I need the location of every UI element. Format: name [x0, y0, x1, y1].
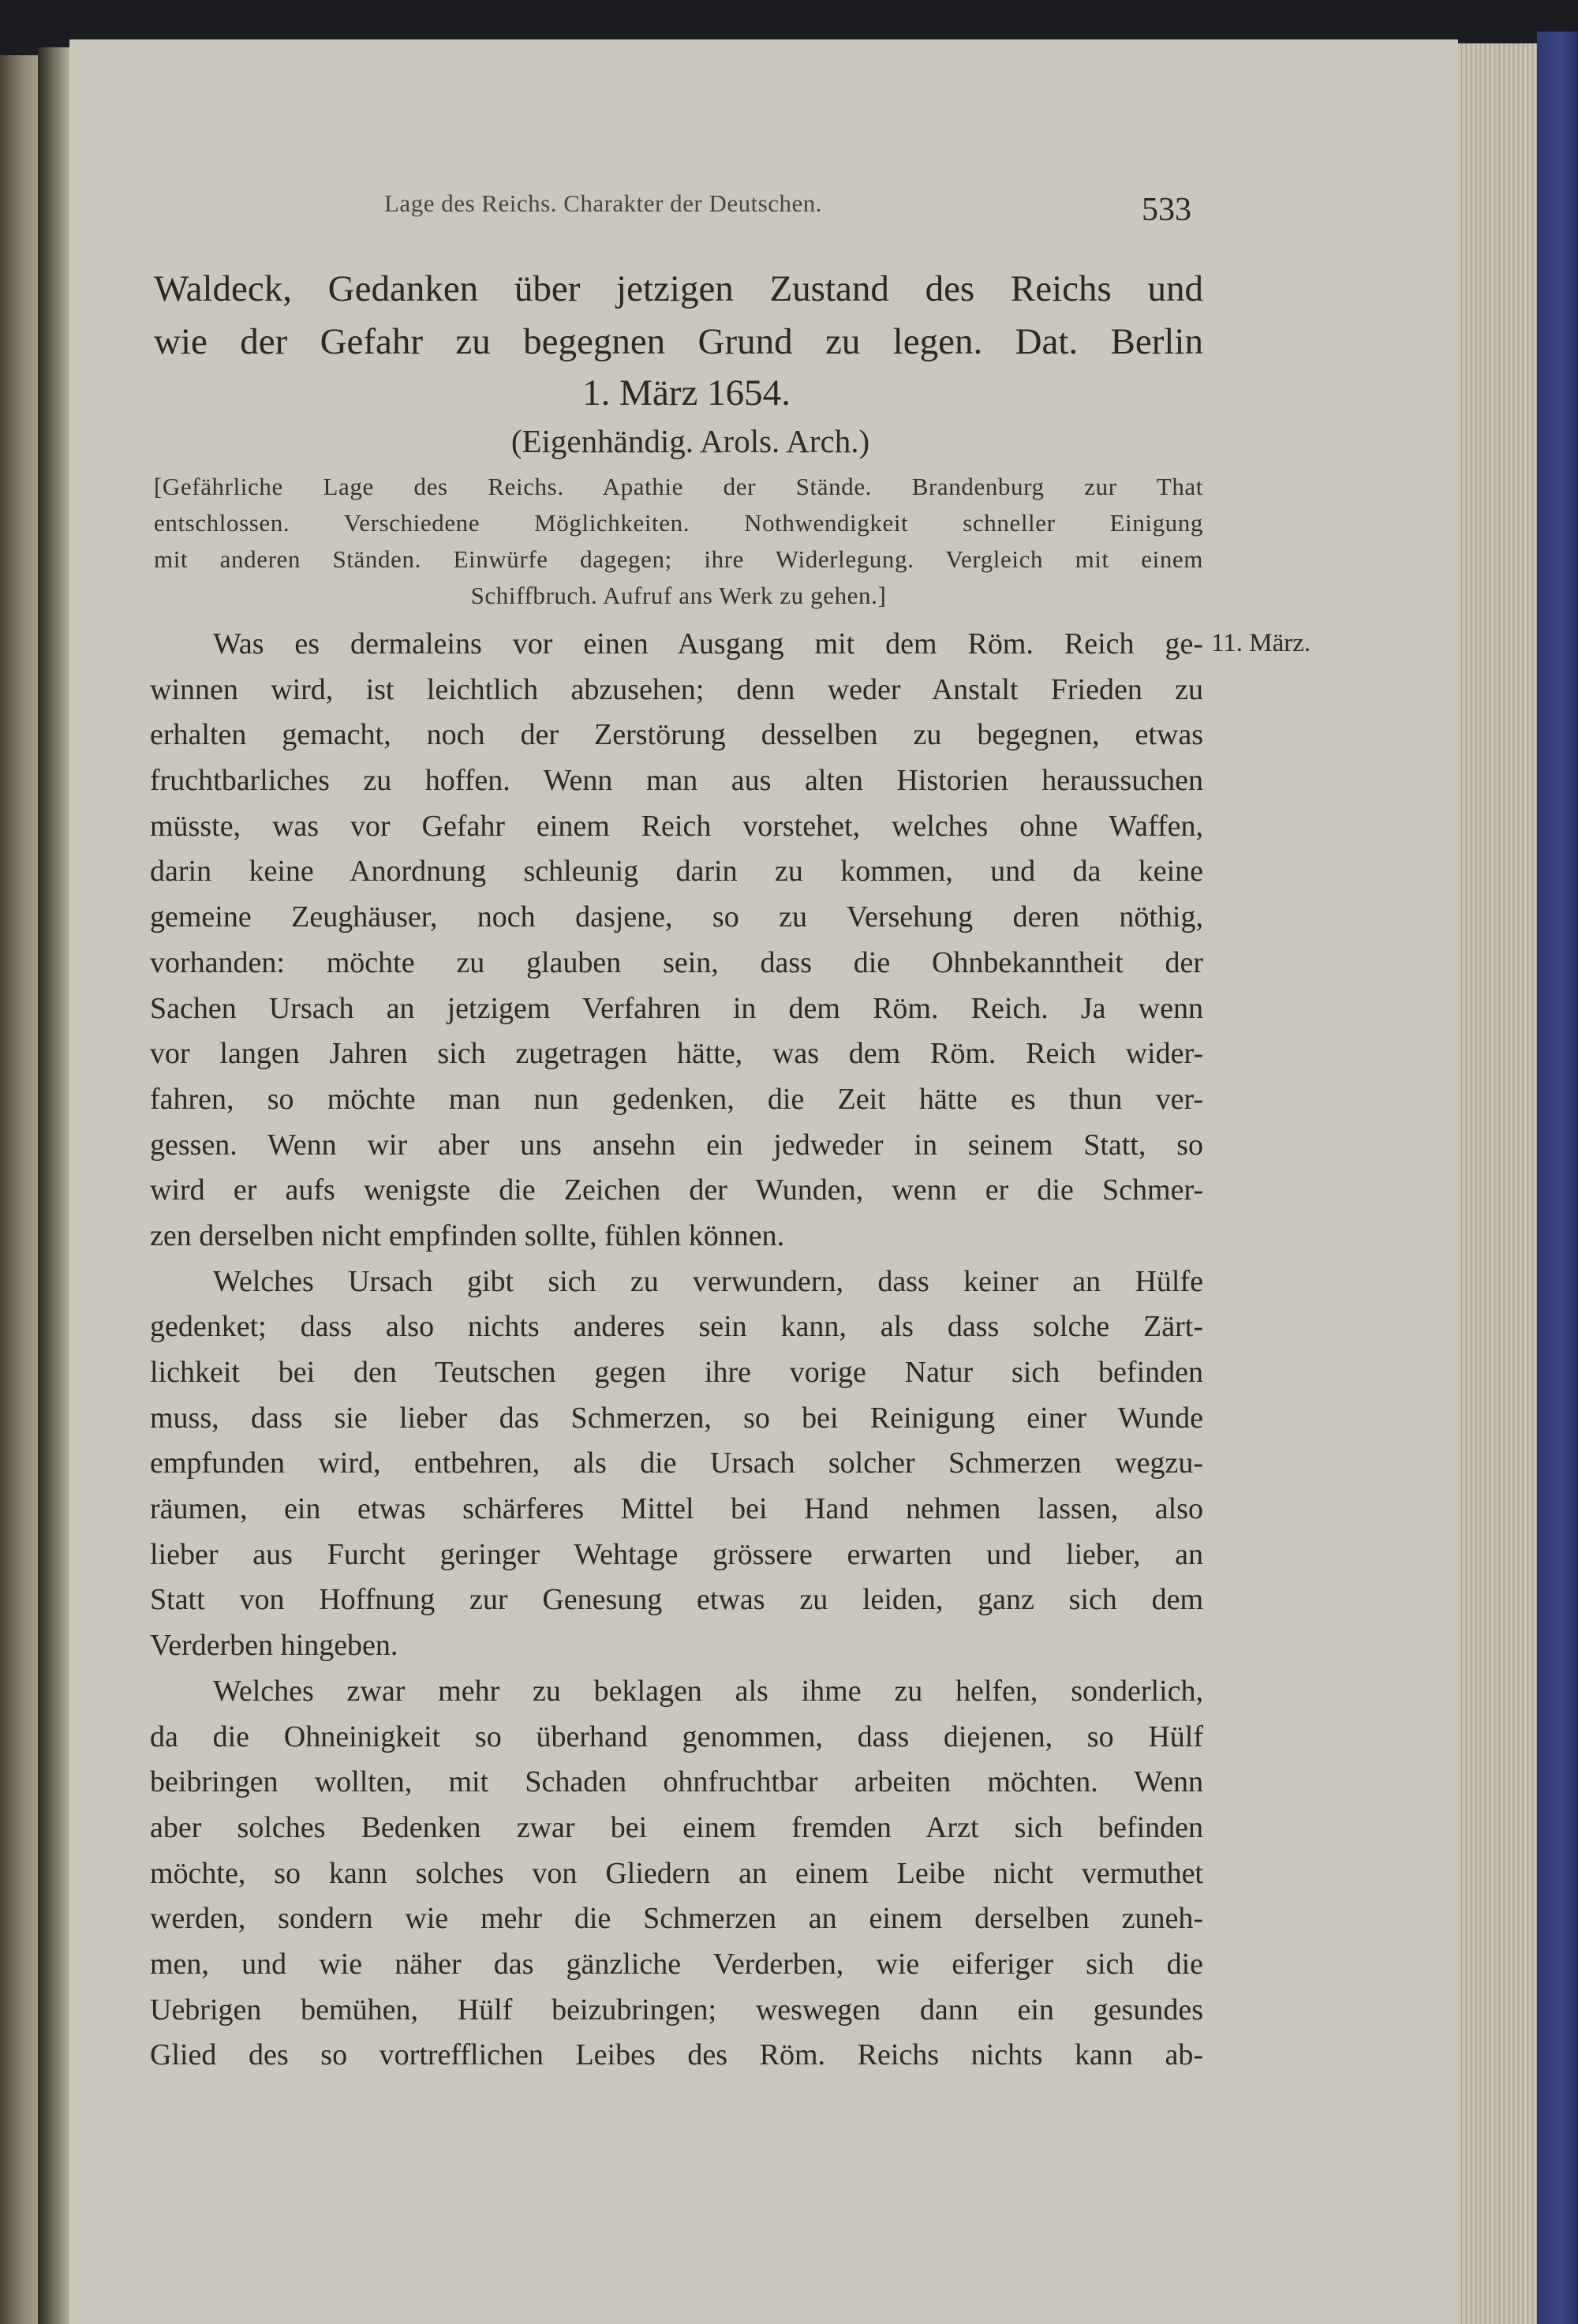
running-head: Lage des Reichs. Charakter der Deutschen. — [384, 189, 823, 217]
book-cover-edge — [1537, 32, 1578, 2324]
margin-date-note: 11. März. — [1211, 629, 1311, 657]
summary-line: [Gefährliche Lage des Reichs. Apathie der Stände. Brandenburg zur That — [154, 473, 1203, 500]
text-line: winnen wird, ist leichtlich abzusehen; denn weder Anstalt Frieden zu — [150, 672, 1203, 706]
title-line: wie der Gefahr zu begegnen Grund zu legen. Dat. Berlin — [154, 321, 1203, 362]
text-line: beibringen wollten, mit Schaden ohnfruchtbar arbeiten möchten. Wenn — [150, 1765, 1203, 1799]
summary-line: Schiffbruch. Aufruf ans Werk zu gehen.] — [470, 582, 887, 609]
text-line: Sachen Ursach an jetzigem Verfahren in dem Röm. Reich. Ja wenn — [150, 991, 1203, 1025]
text-line: Welches Ursach gibt sich zu verwundern, dass keiner an Hülfe — [213, 1264, 1203, 1298]
text-line: vorhanden: möchte zu glauben sein, dass die Ohnbekanntheit der — [150, 945, 1203, 979]
text-line: muss, dass sie lieber das Schmerzen, so bei Reinigung einer Wunde — [150, 1401, 1203, 1435]
summary-line: mit anderen Ständen. Einwürfe dagegen; ihre Widerlegung. Vergleich mit einem — [154, 545, 1203, 573]
text-line: fahren, so möchte man nun gedenken, die Zeit hätte es thun ver- — [150, 1082, 1203, 1116]
page-number: 533 — [1142, 192, 1191, 228]
document-heading — [154, 263, 1203, 465]
text-line: vor langen Jahren sich zugetragen hätte, was dem Röm. Reich wider- — [150, 1037, 1203, 1071]
text-line: gessen. Wenn wir aber uns ansehn ein jedweder in seinem Statt, so — [150, 1128, 1203, 1162]
text-line: Statt von Hoffnung zur Genesung etwas zu leiden, ganz sich dem — [150, 1583, 1203, 1617]
book-gutter — [38, 47, 69, 2324]
document-date: 1. März 1654. — [582, 372, 791, 414]
summary-line: entschlossen. Verschiedene Möglichkeiten. Nothwendigkeit schneller Einigung — [154, 509, 1203, 537]
text-line: räumen, ein etwas schärferes Mittel bei Hand nehmen lassen, also — [150, 1492, 1203, 1526]
text-line: gemeine Zeughäuser, noch dasjene, so zu Versehung deren nöthig, — [150, 900, 1203, 934]
text-line: werden, sondern wie mehr die Schmerzen an einem derselben zuneh- — [150, 1902, 1203, 1936]
text-line: darin keine Anordnung schleunig darin zu kommen, und da keine — [150, 855, 1203, 889]
body-text — [150, 622, 1203, 2079]
page-stack-edges — [1458, 43, 1537, 2324]
text-line: Welches zwar mehr zu beklagen als ihme zu helfen, sonderlich, — [213, 1674, 1203, 1708]
title-line: Waldeck, Gedanken über jetzigen Zustand des Reichs und — [154, 268, 1203, 309]
text-line: zen derselben nicht empfinden sollte, fühlen können. — [150, 1218, 785, 1252]
text-line: lieber aus Furcht geringer Wehtage grössere erwarten und lieber, an — [150, 1537, 1203, 1571]
text-line: wird er aufs wenigste die Zeichen der Wunden, wenn er die Schmer- — [150, 1173, 1203, 1207]
text-line: gedenket; dass also nichts anderes sein kann, als dass solche Zärt- — [150, 1310, 1203, 1344]
text-line: müsste, was vor Gefahr einem Reich vorstehet, welches ohne Waffen, — [150, 809, 1203, 843]
text-line: empfunden wird, entbehren, als die Ursach solcher Schmerzen wegzu- — [150, 1446, 1203, 1480]
source-note: (Eigenhändig. Arols. Arch.) — [510, 423, 870, 459]
text-line: men, und wie näher das gänzliche Verderben, wie eiferiger sich die — [150, 1947, 1203, 1981]
text-line: Uebrigen bemühen, Hülf beizubringen; weswegen dann ein gesundes — [150, 1993, 1203, 2026]
summary-block — [154, 469, 1203, 614]
text-line: lichkeit bei den Teutschen gegen ihre vorige Natur sich befinden — [150, 1356, 1203, 1389]
text-line: aber solches Bedenken zwar bei einem fremden Arzt sich befinden — [150, 1810, 1203, 1844]
text-line: möchte, so kann solches von Gliedern an einem Leibe nicht vermuthet — [150, 1856, 1203, 1890]
text-line: da die Ohneinigkeit so überhand genommen, dass diejenen, so Hülf — [150, 1720, 1203, 1753]
facing-page-edge — [0, 55, 38, 2324]
text-line: Verderben hingeben. — [150, 1629, 398, 1663]
text-line: Glied des so vortrefflichen Leibes des Röm. Reichs nichts kann ab- — [150, 2038, 1203, 2072]
text-line: Was es dermaleins vor einen Ausgang mit dem Röm. Reich ge- — [213, 627, 1203, 661]
text-line: fruchtbarliches zu hoffen. Wenn man aus alten Historien heraussuchen — [150, 764, 1203, 798]
text-line: erhalten gemacht, noch der Zerstörung desselben zu begegnen, etwas — [150, 718, 1203, 752]
